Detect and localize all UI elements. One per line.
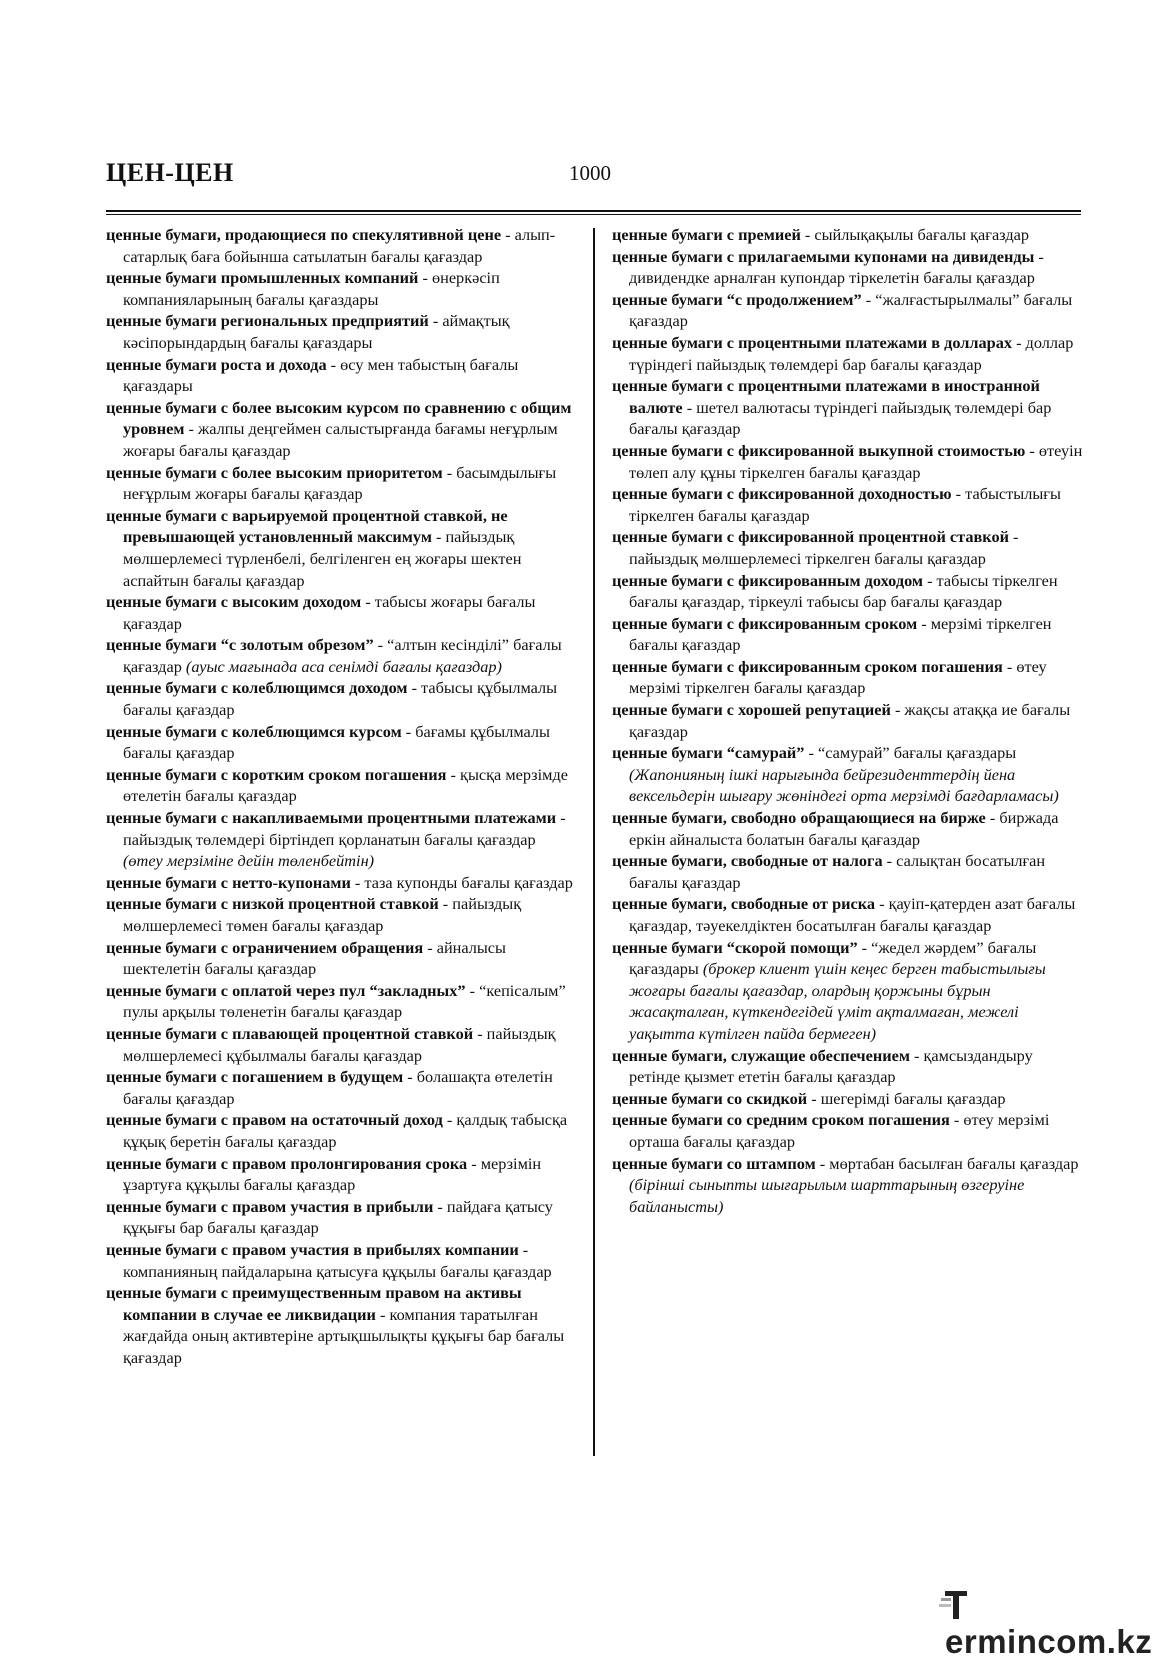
- entry-definition: - шетел валютасы түріндегі пайыздық төлемдері бар бағалы қағаздар: [629, 397, 1052, 439]
- dictionary-entry: [612, 1109, 1085, 1152]
- entry-definition: - жалпы деңгеймен салыстырғанда бағамы неғұрлым жоғары бағалы қағаздар: [123, 419, 558, 460]
- entry-term: ценные бумаги с ограничением обращения: [106, 937, 424, 957]
- entry-term: ценные бумаги с плавающей процентной ставкой: [106, 1023, 474, 1043]
- dictionary-entry: [612, 1153, 1085, 1218]
- entry-term: ценные бумаги с хорошей репутацией: [612, 700, 891, 720]
- entry-definition: - басымдылығы неғұрлым жоғары бағалы қағаздар: [123, 462, 557, 504]
- dictionary-entry: [612, 332, 1085, 375]
- entry-definition: - пайыздық мөлшерлемесі төмен бағалы қағаздар: [123, 894, 522, 935]
- entry-definition: - қауіп-қатерден азат бағалы қағаздар, тәуекелдіктен босатылған бағалы қағаздар: [629, 894, 1076, 935]
- dictionary-entry: [106, 462, 576, 505]
- entry-term: ценные бумаги с фиксированным доходом: [612, 570, 923, 590]
- column-separator: [593, 228, 595, 1456]
- logo-t-icon: [945, 1589, 967, 1619]
- entry-note: (өтеу мерзіміне дейін төленбейтін): [123, 851, 375, 871]
- dictionary-entry: [612, 850, 1085, 893]
- entry-definition: - пайыздық мөлшерлемесі құбылмалы бағалы қағаздар: [123, 1023, 556, 1065]
- entry-definition: - сыйлықақылы бағалы қағаздар: [800, 225, 1029, 244]
- entry-term: ценные бумаги со средним сроком погашения: [612, 1110, 950, 1130]
- entry-term: ценные бумаги с преимущественным правом на активы компании в случае ее ликвидации: [106, 1283, 522, 1324]
- entry-definition: - салықтан босатылған бағалы қағаздар: [629, 851, 1046, 892]
- entry-term: ценные бумаги со штампом: [612, 1153, 816, 1173]
- dictionary-entry: [106, 505, 576, 591]
- dictionary-entry: [106, 677, 576, 720]
- dictionary-entry: [106, 764, 576, 807]
- entry-definition: - компания таратылған жағдайда оның активтеріне артықшылықты құқығы бар бағалы қағаздар: [123, 1304, 565, 1367]
- header-rule: [106, 210, 1081, 212]
- entry-definition: - табысы жоғары бағалы қағаздар: [123, 592, 536, 633]
- entry-term: ценные бумаги роста и дохода: [106, 354, 327, 374]
- dictionary-entry: [106, 1282, 576, 1368]
- dictionary-entry: [106, 310, 576, 353]
- dictionary-entry: [612, 613, 1085, 656]
- dictionary-entry: [612, 440, 1085, 483]
- entry-note: (бірінші сыныпты шығарылым шарттарының өзгеруіне байланысты): [629, 1175, 1025, 1216]
- entry-definition: - өтеуін төлеп алу құны тіркелген бағалы қағаздар: [629, 440, 1083, 482]
- entry-definition: - доллар түріндегі пайыздық төлемдері бар бағалы қағаздар: [629, 332, 1074, 374]
- header-rule-thin: [106, 214, 1081, 215]
- entry-term: ценные бумаги с правом участия в прибыли: [106, 1196, 434, 1216]
- dictionary-entry: [106, 634, 576, 677]
- right-column: [612, 224, 1085, 1217]
- entry-definition: - бағамы құбылмалы бағалы қағаздар: [123, 721, 550, 763]
- entry-term: ценные бумаги, свободные от риска: [612, 894, 876, 914]
- entry-term: ценные бумаги, продающиеся по спекулятивной цене: [106, 225, 502, 244]
- termincom-logo: [945, 1585, 1158, 1661]
- entry-term: ценные бумаги с фиксированной доходностью: [612, 484, 952, 504]
- entry-definition: - аймақтық кәсіпорындардың бағалы қағаздары: [123, 311, 510, 352]
- dictionary-entry: [612, 807, 1085, 850]
- dictionary-entry: [106, 721, 576, 764]
- entry-term: ценные бумаги с колеблющимся доходом: [106, 678, 408, 698]
- entry-term: ценные бумаги “с продолжением”: [612, 289, 862, 309]
- entry-term: ценные бумаги с правом участия в прибылях компании: [106, 1239, 519, 1259]
- dictionary-entry: [106, 937, 576, 980]
- entry-term: ценные бумаги с накапливаемыми процентными платежами: [106, 808, 557, 828]
- entry-term: ценные бумаги с фиксированным сроком: [612, 613, 918, 633]
- entry-definition: - қалдық табысқа құқық беретін бағалы қағаздар: [123, 1110, 568, 1151]
- dictionary-entry: [612, 742, 1085, 807]
- entry-term: ценные бумаги с более высоким приоритетом: [106, 462, 443, 482]
- entry-term: ценные бумаги с оплатой через пул “закладных”: [106, 980, 466, 1000]
- entry-term: ценные бумаги с правом пролонгирования срока: [106, 1153, 468, 1173]
- entry-term: ценные бумаги со скидкой: [612, 1088, 808, 1108]
- dictionary-entry: [106, 224, 576, 267]
- entry-term: ценные бумаги “самурай”: [612, 743, 805, 763]
- entry-definition: - айналысы шектелетін бағалы қағаздар: [123, 937, 506, 979]
- entry-term: ценные бумаги с прилагаемыми купонами на дивиденды: [612, 246, 1035, 266]
- entry-definition: - жақсы атаққа ие бағалы қағаздар: [629, 700, 1071, 741]
- entry-definition: - табысы тіркелген бағалы қағаздар, тіркеулі табысы бар бағалы қағаздар: [629, 570, 1058, 612]
- dictionary-entry: [106, 591, 576, 634]
- entry-definition: - биржада еркін айналыста болатын бағалы қағаздар: [629, 808, 1059, 849]
- entry-definition: - табыстылығы тіркелген бағалы қағаздар: [629, 484, 1061, 525]
- entry-definition: - қамсыздандыру ретінде қызмет ететін бағалы қағаздар: [629, 1045, 1033, 1087]
- entry-definition: - өсу мен табыстың бағалы қағаздары: [123, 354, 519, 396]
- dictionary-entry: [106, 980, 576, 1023]
- dictionary-entry: [612, 570, 1085, 613]
- entry-term: ценные бумаги с варьируемой процентной ставкой, не превышающей установленный максимум: [106, 505, 508, 547]
- dictionary-entry: [106, 354, 576, 397]
- dictionary-entry: [106, 267, 576, 310]
- dictionary-entry: [612, 656, 1085, 699]
- entry-definition: - “жалғастырылмалы” бағалы қағаздар: [629, 289, 1073, 331]
- entry-definition: - табысы құбылмалы бағалы қағаздар: [123, 678, 558, 720]
- entry-definition: - пайыздық мөлшерлемесі түрленбелі, белгіленген ең жоғары шектен аспайтын бағалы қағаздар: [123, 527, 522, 590]
- dictionary-entry: [106, 1066, 576, 1109]
- entry-term: ценные бумаги “скорой помощи”: [612, 937, 858, 957]
- dictionary-entry: [106, 1153, 576, 1196]
- entry-definition: - таза купонды бағалы қағаздар: [350, 872, 573, 892]
- dictionary-entry: [106, 893, 576, 936]
- entry-definition: - болашақта өтелетін бағалы қағаздар: [123, 1067, 553, 1108]
- entry-term: ценные бумаги, служащие обеспечением: [612, 1045, 910, 1065]
- entry-term: ценные бумаги с правом на остаточный доход: [106, 1110, 443, 1130]
- dictionary-entry: [106, 1023, 576, 1066]
- dictionary-entry: [106, 807, 576, 872]
- entry-definition: - пайыздық төлемдері біртіндеп қорланатын бағалы қағаздар: [123, 808, 566, 849]
- entry-term: ценные бумаги региональных предприятий: [106, 311, 429, 331]
- entry-definition: - компанияның пайдаларына қатысуға құқылы бағалы қағаздар: [123, 1239, 552, 1281]
- entry-definition: - шегерімді бағалы қағаздар: [807, 1088, 1006, 1108]
- entry-term: ценные бумаги, свободные от налога: [612, 851, 883, 871]
- entry-definition: - өтеу мерзімі орташа бағалы қағаздар: [629, 1110, 1050, 1151]
- entry-definition: - “самурай” бағалы қағаздары: [804, 743, 1017, 763]
- page-title: ЦЕН-ЦЕН: [106, 158, 234, 187]
- entry-term: ценные бумаги с фиксированной процентной ставкой: [612, 527, 1009, 547]
- dictionary-entry: [106, 397, 576, 462]
- entry-definition: - “алтын кесінділі” бағалы қағаздар: [123, 635, 562, 676]
- dictionary-entry: [612, 224, 1085, 246]
- left-column: [106, 224, 576, 1368]
- entry-term: ценные бумаги с колеблющимся курсом: [106, 721, 402, 741]
- dictionary-entry: [106, 872, 576, 894]
- dictionary-entry: [612, 699, 1085, 742]
- entry-term: ценные бумаги с нетто-купонами: [106, 872, 351, 892]
- entry-term: ценные бумаги с низкой процентной ставкой: [106, 894, 439, 914]
- entry-note: (ауыс мағынада аса сенімді бағалы қағаздар): [185, 656, 502, 676]
- entry-definition: - мерзімін ұзартуға құқылы бағалы қағаздар: [123, 1153, 542, 1195]
- dictionary-entry: [612, 526, 1085, 569]
- entry-definition: - пайдаға қатысу құқығы бар бағалы қағаздар: [123, 1196, 553, 1238]
- entry-definition: - пайыздық мөлшерлемесі тіркелген бағалы қағаздар: [629, 527, 1019, 568]
- entry-definition: - дивидендке арналған купондар тіркелетін бағалы қағаздар: [629, 246, 1044, 288]
- entry-term: ценные бумаги с процентными платежами в иностранной валюте: [612, 376, 1040, 417]
- entry-term: ценные бумаги с коротким сроком погашения: [106, 764, 447, 784]
- logo-text: ermincom.kz: [945, 1623, 1153, 1660]
- entry-definition: - алып-сатарлық баға бойынша сатылатын бағалы қағаздар: [123, 225, 556, 266]
- dictionary-entry: [612, 375, 1085, 440]
- entry-definition: - өтеу мерзімі тіркелген бағалы қағаздар: [629, 656, 1047, 698]
- dictionary-entry: [612, 246, 1085, 289]
- entry-note: (Жапонияның ішкі нарығында бейрезиденттердің йена вексельдерін шығару жөніндегі орта мерзімді бағдарламасы): [629, 764, 1059, 806]
- entry-term: ценные бумаги с фиксированным сроком погашения: [612, 656, 1003, 676]
- entry-definition: - мөртабан басылған бағалы қағаздар: [815, 1153, 1079, 1173]
- entry-definition: - “кепісалым” пулы арқылы төленетін бағалы қағаздар: [123, 980, 566, 1022]
- entry-definition: - өнеркәсіп компанияларының бағалы қағаздары: [123, 268, 500, 309]
- dictionary-entry: [612, 937, 1085, 1045]
- entry-term: ценные бумаги “с золотым обрезом”: [106, 635, 374, 655]
- entry-term: ценные бумаги с более высоким курсом по сравнению с общим уровнем: [106, 397, 572, 439]
- dictionary-entry: [612, 1045, 1085, 1088]
- entry-note: (брокер клиент үшін кеңес берген табыстылығы жоғары бағалы қағаздар, олардың қоржыны бұрын жасақталған, күткендегідей үміт ақталмаған, межелі уақытта күтілген пайда бермеген): [629, 959, 1046, 1043]
- entry-definition: - мерзімі тіркелген бағалы қағаздар: [629, 613, 1052, 655]
- entry-term: ценные бумаги промышленных компаний: [106, 268, 419, 288]
- entry-definition: - “жедел жәрдем” бағалы қағаздары: [629, 937, 1037, 979]
- page-number: 1000: [569, 161, 611, 185]
- entry-term: ценные бумаги с процентными платежами в долларах: [612, 332, 1012, 352]
- entry-term: ценные бумаги с погашением в будущем: [106, 1067, 404, 1087]
- dictionary-entry: [612, 893, 1085, 936]
- dictionary-entry: [612, 483, 1085, 526]
- dictionary-entry: [612, 1088, 1085, 1110]
- entry-term: ценные бумаги с премией: [612, 225, 801, 244]
- entry-definition: - қысқа мерзімде өтелетін бағалы қағаздар: [123, 764, 568, 806]
- entry-term: ценные бумаги с фиксированной выкупной стоимостью: [612, 440, 1026, 460]
- dictionary-entry: [106, 1196, 576, 1239]
- dictionary-entry: [612, 289, 1085, 332]
- entry-term: ценные бумаги с высоким доходом: [106, 592, 362, 612]
- entry-term: ценные бумаги, свободно обращающиеся на бирже: [612, 808, 986, 828]
- dictionary-entry: [106, 1239, 576, 1282]
- dictionary-entry: [106, 1109, 576, 1152]
